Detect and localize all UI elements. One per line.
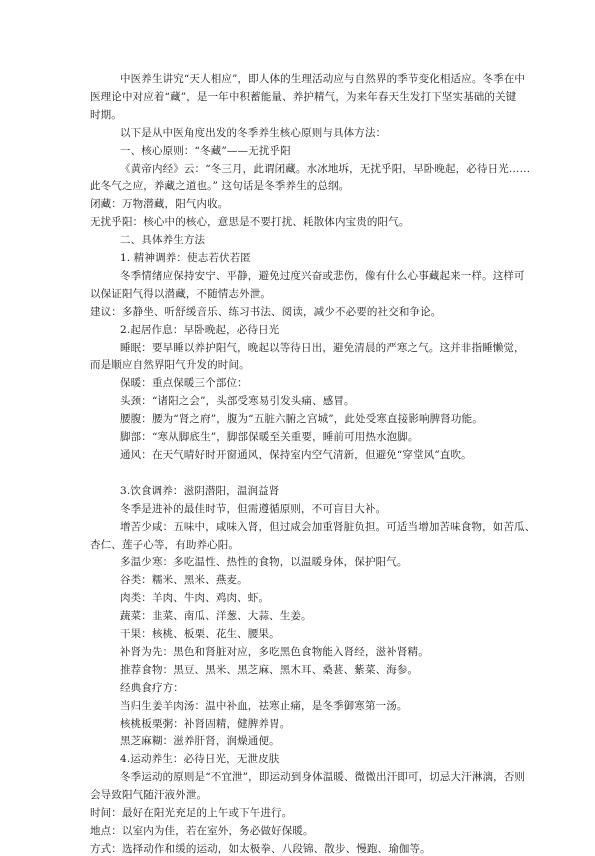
exercise-place-line: 地点：以室内为佳，若在室外，务必做好保暖。 — [90, 824, 314, 837]
exercise-method-line: 方式：选择动作和缓的运动，如太极拳、八段锦、散步、慢跑、瑜伽等。 — [90, 842, 431, 855]
section-2-heading: 二、具体养生方法 — [120, 234, 206, 247]
emotion-advice-line: 建议：多静坐、听舒缓音乐、练习书法、阅读，减少不必要的社交和争论。 — [90, 305, 442, 318]
intro-line-3: 时期。 — [90, 108, 122, 121]
waist-belly-line: 腰腹：腰为“肾之府”，腹为“五脏六腑之宫城”，此处受寒直接影响脾肾功能。 — [120, 413, 483, 426]
intro-line-1: 中医养生讲究“天人相应”，即人体的生理活动应与自然界的季节变化相适应。冬季在中 — [120, 73, 526, 85]
subsection-4-heading: 4.运动养生：必待日光，无泄皮肤 — [120, 753, 280, 766]
meats-line: 肉类：羊肉、牛肉、鸡肉、虾。 — [120, 592, 270, 605]
emotion-line-2: 以保证阳气得以潜藏，不随情志外泄。 — [90, 287, 272, 300]
quote-line-2: 此冬气之应，养藏之道也。” 这句话是冬季养生的总纲。 — [90, 180, 350, 193]
ventilation-line: 通风：在天气晴好时开窗通风，保持室内空气清新，但避免“穿堂风”直吹。 — [120, 448, 472, 461]
recipe-1-line: 当归生姜羊肉汤：温中补血，祛寒止痛，是冬季御寒第一汤。 — [120, 699, 408, 712]
grains-line: 谷类：糯米、黑米、燕麦。 — [120, 574, 248, 587]
section-1-heading: 一、核心原则：“冬藏”——无扰乎阳 — [120, 144, 291, 157]
nuts-line: 干果：核桃、板栗、花生、腰果。 — [120, 628, 280, 640]
sleep-line-2: 而是顺应自然界阳气升发的时间。 — [90, 359, 250, 372]
quote-line-1: 《黄帝内经》云：“冬三月，此谓闭藏。水冰地坼，无扰乎阳，早卧晚起，必待日光…… — [120, 162, 531, 175]
recommended-foods-line: 推荐食物：黑豆、黑米、黑芝麻、黑木耳、桑葚、紫菜、海参。 — [120, 663, 419, 676]
bicang-line: 闭藏：万物潜藏，阳气内收。 — [90, 198, 229, 211]
head-neck-line: 头颈：“诸阳之会”，头部受寒易引发头痛、感冒。 — [120, 395, 355, 408]
wurao-line: 无扰乎阳：核心中的核心，意思是不要打扰、耗散体内宝贵的阳气。 — [90, 216, 410, 229]
overview-line: 以下是从中医角度出发的冬季养生核心原则与具体方法： — [120, 126, 387, 139]
bitter-salty-line-1: 增苦少咸：五味中，咸味入肾，但过咸会加重肾脏负担。可适当增加苦味食物，如苦瓜、 — [120, 520, 536, 533]
subsection-2-heading: 2.起居作息：早卧晚起，必待日光 — [120, 323, 280, 336]
recipe-2-line: 核桃板栗粥：补肾固精，健脾养胃。 — [120, 717, 291, 730]
intro-line-2: 医理论中对应着“藏”，是一年中积蓄能量、养护精气，为来年春天生发打下坚实基础的关键 — [90, 90, 517, 103]
vegetables-line: 蔬菜：韭菜、南瓜、洋葱、大蒜、生姜。 — [120, 610, 312, 623]
subsection-1-heading: 1. 精神调养：使志若伏若匿 — [120, 252, 251, 264]
classic-recipes-line: 经典食疗方： — [120, 681, 184, 694]
exercise-line-2: 会导致阳气随汗液外泄。 — [90, 789, 208, 802]
exercise-time-line: 时间：最好在阳光充足的上午或下午进行。 — [90, 807, 293, 819]
kidney-line: 补肾为先：黑色和肾脏对应，多吃黑色食物能入肾经，滋补肾精。 — [120, 645, 429, 658]
subsection-3-heading: 3.饮食调养：滋阴潜阳，温润益肾 — [120, 484, 280, 497]
recipe-3-line: 黑芝麻糊：滋养肝肾，润燥通便。 — [120, 735, 280, 748]
exercise-line-1: 冬季运动的原则是“不宜泄”，即运动到身体温暖、微微出汗即可，切忌大汗淋漓，否则 — [120, 771, 526, 784]
sleep-line-1: 睡眠：要早睡以养护阳气，晚起以等待日出，避免清晨的严寒之气。这并非指睡懒觉， — [120, 341, 525, 354]
warm-food-line: 多温少寒：多吃温性、热性的食物，以温暖身体，保护阳气。 — [120, 556, 408, 569]
feet-line: 脚部：“寒从脚底生”，脚部保暖至关重要，睡前可用热水泡脚。 — [120, 431, 419, 443]
emotion-line-1: 冬季情绪应保持安宁、平静，避免过度兴奋或悲伤，像有什么心事藏起来一样。这样可 — [120, 269, 525, 282]
diet-intro-line: 冬季是进补的最佳时节，但需遵循原则，不可盲目大补。 — [120, 502, 387, 515]
warmth-line: 保暖：重点保暖三个部位： — [120, 377, 248, 390]
bitter-salty-line-2: 杏仁、莲子心等，有助养心阳。 — [90, 538, 240, 551]
